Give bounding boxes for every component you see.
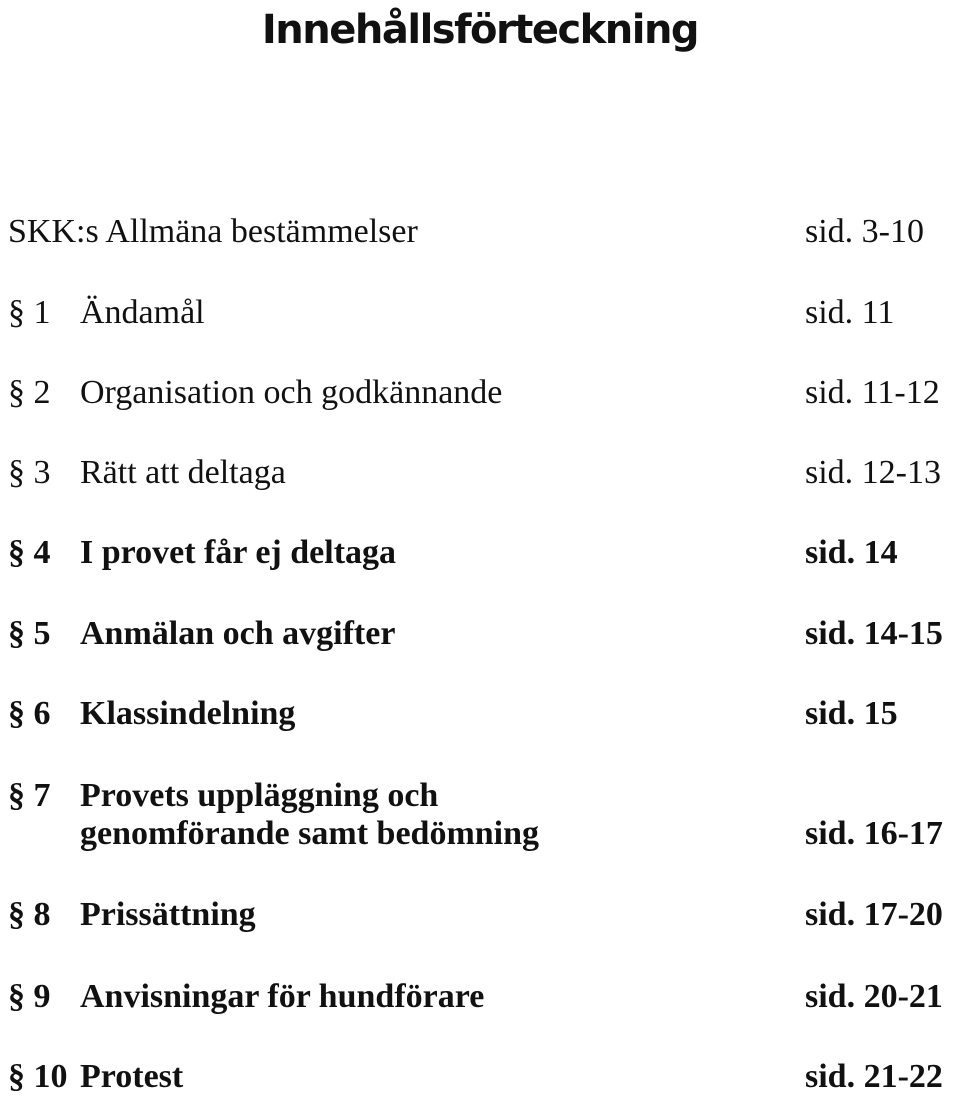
toc-entry-label-line-2-part-2: samt bedömning — [298, 815, 540, 852]
toc-entry-page: sid. 20-21 — [805, 978, 943, 1015]
toc-entry-label-line-1: Provets uppläggning och — [80, 777, 439, 814]
section-number: § 5 — [8, 615, 51, 652]
toc-entry-label: I provet får ej deltaga — [80, 534, 397, 571]
section-number: § 10 — [8, 1058, 68, 1095]
toc-entry-page: sid. 21-22 — [805, 1058, 943, 1095]
section-number: § 9 — [8, 978, 51, 1015]
toc-entry-label: Organisation och godkännande — [80, 374, 503, 411]
toc-entry-page: sid. 15 — [805, 695, 898, 732]
section-number: § 4 — [8, 534, 51, 571]
toc-entry-page: sid. 14 — [805, 534, 898, 571]
toc-entry-label: Anmälan och avgifter — [80, 615, 396, 652]
toc-entry-label: Anvisningar för hundförare — [80, 978, 485, 1015]
toc-entry-page: sid. 3-10 — [805, 213, 924, 250]
toc-entry-page: sid. 16-17 — [805, 815, 943, 852]
toc-entry-page: sid. 11-12 — [805, 374, 940, 411]
toc-entry-label: Klassindelning — [80, 695, 296, 732]
section-number: § 7 — [8, 777, 51, 814]
section-number: § 1 — [8, 294, 51, 331]
section-number: § 6 — [8, 695, 51, 732]
toc-entry-label-line-2 — [80, 815, 539, 853]
toc-entry-label: Prissättning — [80, 896, 256, 933]
toc-entry-page: sid. 14-15 — [805, 615, 943, 652]
page-title: Innehållsförteckning — [261, 7, 699, 53]
section-number: § 8 — [8, 896, 51, 933]
toc-entry-label: SKK:s Allmäna bestämmelser — [8, 213, 418, 250]
section-number: § 3 — [8, 454, 51, 491]
section-number: § 2 — [8, 374, 51, 411]
toc-entry-page: sid. 12-13 — [805, 454, 941, 491]
toc-entry-page: sid. 11 — [805, 294, 895, 331]
toc-entry-page: sid. 17-20 — [805, 896, 943, 933]
toc-entry-label — [80, 777, 539, 853]
toc-entry-label: Ändamål — [80, 294, 205, 331]
toc-entry-label: Rätt att deltaga — [80, 454, 286, 491]
toc-entry-label-line-2-part-1: genomförande — [80, 815, 290, 852]
toc-entry-label: Protest — [80, 1058, 184, 1095]
